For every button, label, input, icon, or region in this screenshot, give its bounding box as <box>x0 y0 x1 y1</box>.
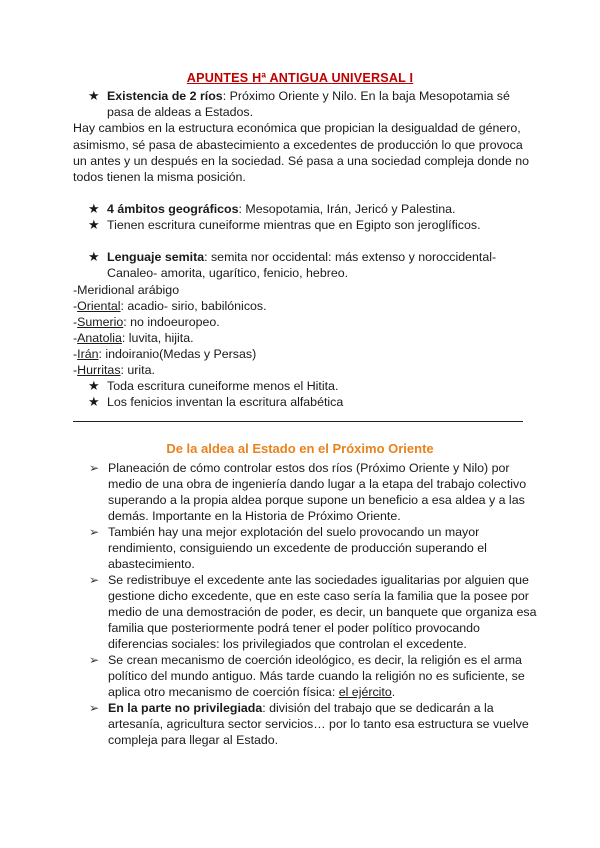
arrow-item-line: En la parte no privilegiada: división del trabajo que se dedicarán a la <box>108 701 494 715</box>
star-bullet-icon: ★ <box>88 88 100 103</box>
arrow-item-line: familia que posteriormente podrá tener el poder político provocando <box>108 621 480 635</box>
arrow-item-line: compleja para llegar al Estado. <box>108 733 279 747</box>
language-line: -Irán: indoiranio(Medas y Persas) <box>73 347 257 361</box>
language-line: -Sumerio: no indoeuropeo. <box>73 315 220 329</box>
star-bullet-icon: ★ <box>88 394 100 409</box>
arrow-item-line: También hay una mejor explotación del suelo provocando un mayor <box>108 525 480 539</box>
bullet-existencia: Existencia de 2 ríos: Próximo Oriente y Nilo. En la baja Mesopotamia sé <box>107 89 510 103</box>
star-bullet-icon: ★ <box>88 201 100 216</box>
arrow-bullet-icon: ➢ <box>89 525 100 539</box>
language-line: -Anatolia: luvita, hijita. <box>73 331 194 345</box>
language-line: -Oriental: acadio- sirio, babilónicos. <box>73 299 267 313</box>
arrow-bullet-icon: ➢ <box>89 653 100 667</box>
arrow-item-line: político del mundo antiguo. Más tarde cuando la religión no es suficiente, se <box>108 669 525 683</box>
arrow-item-line: superando a la propia aldea porque supone un beneficio a esa aldea y a las <box>108 493 525 507</box>
divider <box>73 421 523 422</box>
bullet-hitita: Toda escritura cuneiforme menos el Hitita. <box>107 379 339 393</box>
arrow-bullet-icon: ➢ <box>89 573 100 587</box>
bullet-existencia-cont: pasa de aldeas a Estados. <box>107 105 254 119</box>
bullet-fenicios: Los fenicios inventan la escritura alfabética <box>107 395 344 409</box>
arrow-bullet-icon: ➢ <box>89 701 100 715</box>
paragraph-line: un antes y un después en la sociedad. Sé pasa a una sociedad compleja donde no <box>73 154 530 168</box>
arrow-item-line: gestione dicho excedente, que en este caso sería la familia que la posee por <box>108 589 529 603</box>
arrow-item-line: demás. Importante en la Historia de Próximo Oriente. <box>108 509 401 523</box>
arrow-bullet-icon: ➢ <box>89 461 100 475</box>
section-title: De la aldea al Estado en el Próximo Oriente <box>166 441 434 456</box>
arrow-item-line: medio de una obra de ingeniería dando lugar a la etapa del trabajo colectivo <box>108 477 527 491</box>
language-line: -Hurritas: urita. <box>73 363 155 377</box>
arrow-item-line: Planeación de cómo controlar estos dos ríos (Próximo Oriente y Nilo) por <box>108 461 510 475</box>
paragraph-line: Hay cambios en la estructura económica que propician la desigualdad de género, <box>73 121 521 135</box>
star-bullet-icon: ★ <box>88 378 100 393</box>
paragraph-line: asimismo, sé pasa de abastecimiento a excedentes de producción lo que provoca <box>73 138 523 152</box>
arrow-item-line: Se crean mecanismo de coerción ideológico, es decir, la religión es el arma <box>108 653 522 667</box>
bullet-escritura: Tienen escritura cuneiforme mientras que en Egipto son jeroglíficos. <box>107 218 481 232</box>
star-bullet-icon: ★ <box>88 217 100 232</box>
star-bullet-icon: ★ <box>88 249 100 264</box>
arrow-item-line: abastecimiento. <box>108 557 195 571</box>
arrow-item-line: Se redistribuye el excedente ante las sociedades igualitarias por alguien que <box>108 573 529 587</box>
arrow-item-line: aplica otro mecanismo de coerción física: el ejército. <box>108 685 396 699</box>
document-title: APUNTES Hª ANTIGUA UNIVERSAL I <box>186 71 414 85</box>
arrow-item-line: diferencias sociales: los privilegiados que controlan el excedente. <box>108 637 467 651</box>
arrow-item-line: artesanía, agricultura sector servicios… por lo tanto esa estructura se vuelve <box>108 717 529 731</box>
bullet-lenguaje: Lenguaje semita: semita nor occidental: más extenso y noroccidental- <box>107 250 497 264</box>
bullet-ambitos: 4 ámbitos geográficos: Mesopotamia, Irán, Jericó y Palestina. <box>107 202 456 216</box>
arrow-item-line: medio de una demostración de poder, es decir, un banquete que organiza esa <box>108 605 537 619</box>
bullet-lenguaje-cont: Canaleo- amorita, ugarítico, fenicio, hebreo. <box>107 266 349 280</box>
paragraph-line: todos tienen la misma posición. <box>73 170 246 184</box>
arrow-item-line: rendimiento, consiguiendo un excedente de producción superando el <box>108 541 487 555</box>
language-line: -Meridional arábigo <box>73 283 180 297</box>
